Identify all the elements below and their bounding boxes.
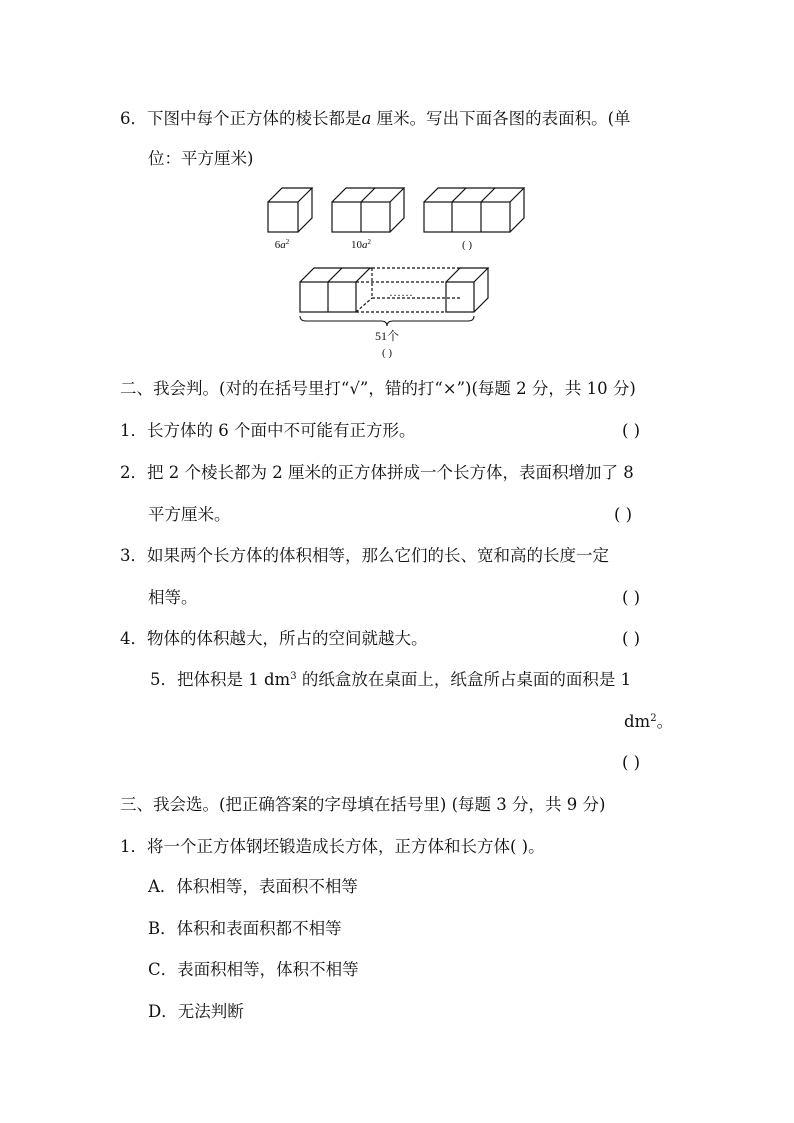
s2-item4-answer[interactable]: ( ) [622,629,641,648]
blank-triple: ( ) [461,239,473,251]
s3-option-d[interactable]: D．无法判断 [148,1002,244,1021]
s2-item5-unit: dm [624,712,651,731]
s2-item5-text-b: 的纸盒放在桌面上，纸盒所占桌面的面积是 1 [296,670,632,689]
blank-row: ( ) [381,347,393,359]
s3-option-c[interactable]: C．表面积相等，体积不相等 [148,960,359,979]
q6-number: 6． [120,109,147,128]
s2-item5-period: 。 [656,712,674,731]
s2-item5-unit-sup: 2 [650,713,657,724]
two-cubes [332,188,404,232]
s2-item2-answer[interactable]: ( ) [614,505,633,524]
s2-item3-answer[interactable]: ( ) [622,588,641,607]
s3-q1-text: 1．将一个正方体钢坯锻造成长方体，正方体和长方体( )。 [120,837,545,856]
q6-text-a: 下图中每个正方体的棱长都是 [147,109,362,128]
cube-figure [260,180,540,370]
s2-item1-text: 1．长方体的 6 个面中不可能有正方形。 [120,421,416,440]
s2-item3-text: 3．如果两个长方体的体积相等，那么它们的长、宽和高的长度一定 [120,546,609,565]
label-double: $10a^2$ [351,238,371,251]
s2-item5-text-cont [624,711,673,733]
q6-text-b: 厘米。写出下面各图的表面积。(单 [371,109,631,128]
q6-line1 [120,108,631,130]
s2-item4-text: 4．物体的体积越大，所占的空间就越大。 [120,629,428,648]
s2-item1-answer[interactable]: ( ) [622,421,641,440]
three-cubes [424,188,524,232]
q6-line2: 位：平方厘米) [148,149,254,168]
section2-heading: 二、我会判。(对的在括号里打“√”，错的打“×”)(每题 2 分，共 10 分) [120,379,636,398]
single-cube [268,188,312,232]
s2-item2-text-cont: 平方厘米。 [148,505,231,524]
s3-option-a[interactable]: A．体积相等，表面积不相等 [148,877,358,896]
s2-item3-text-cont: 相等。 [148,588,198,607]
s3-option-b[interactable]: B．体积和表面积都不相等 [148,919,342,938]
s2-item5-answer[interactable]: ( ) [622,753,641,772]
ellipsis: …… [389,285,413,299]
s2-item2-text: 2．把 2 个棱长都为 2 厘米的正方体拼成一个长方体，表面积增加了 8 [120,463,634,482]
s2-item5-text [150,669,631,691]
s2-item5-sup: 3 [290,671,297,682]
count-label: 51个 [374,329,400,343]
section3-heading: 三、我会选。(把正确答案的字母填在括号里) (每题 3 分，共 9 分) [120,795,606,814]
q6-variable: a [361,109,372,128]
s2-item5-text-a: 5．把体积是 1 dm [150,670,291,689]
label-single: $6a^2$ [274,238,290,251]
